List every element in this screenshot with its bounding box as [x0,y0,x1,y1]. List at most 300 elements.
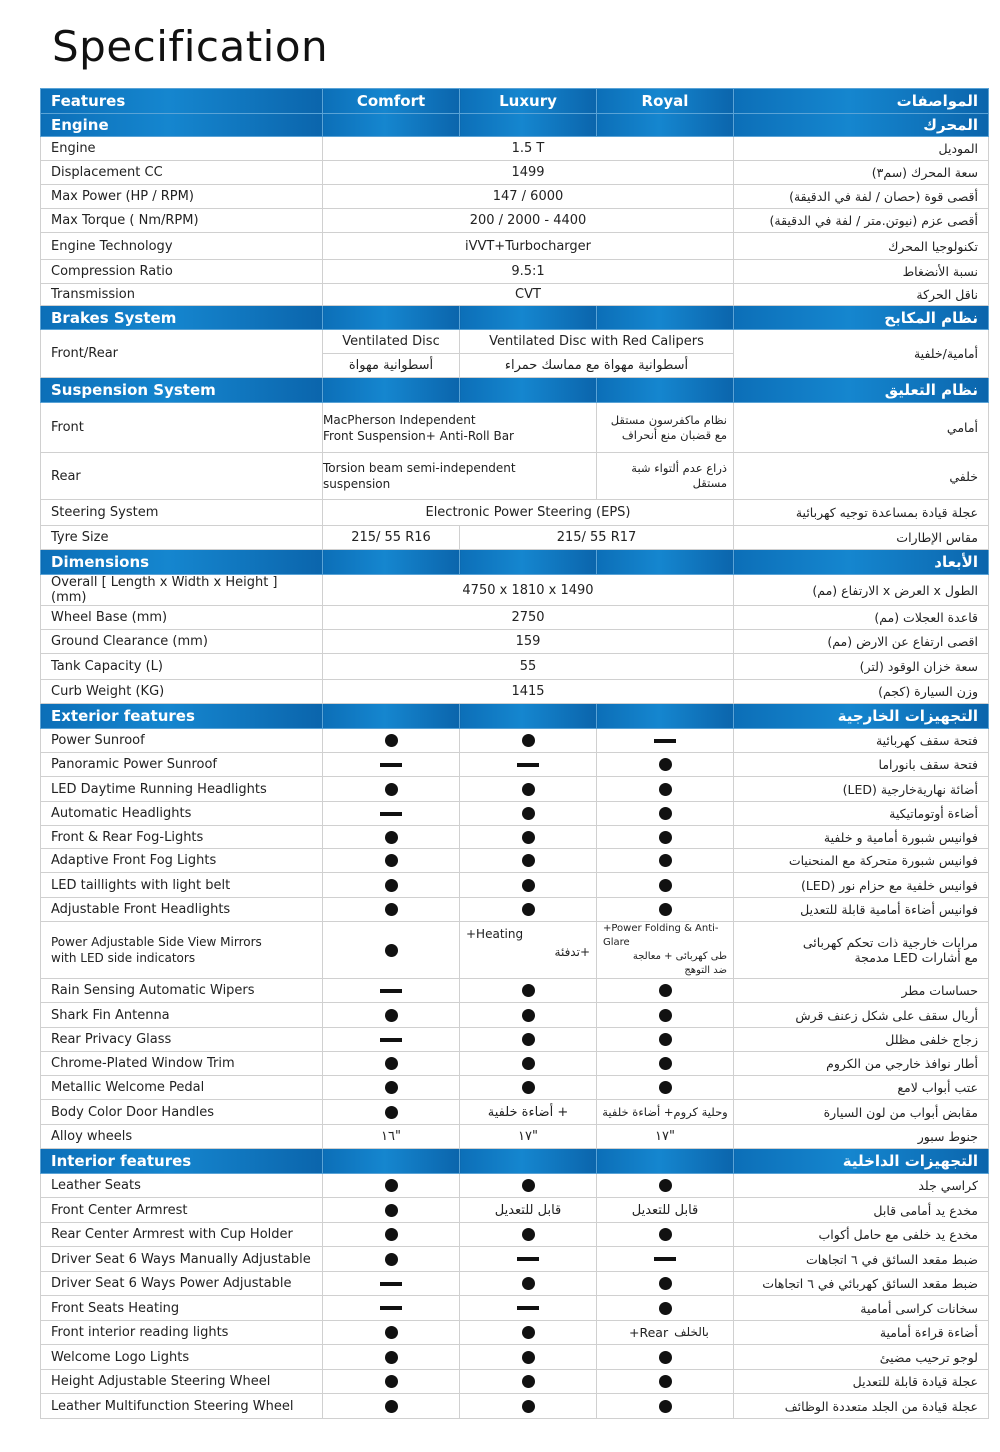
feature-mark [323,898,460,922]
tyre-label: Tyre Size [41,526,323,550]
engine-value: 200 / 2000 - 4400 [323,209,734,233]
feature-label-ar: أضاءة أوتوماتيكية [734,802,989,826]
feature-label: Shark Fin Antenna [41,1003,323,1028]
filled-dot-icon [659,1277,672,1290]
reading-label-ar: أضاءة قراءة أمامية [734,1321,989,1345]
filled-dot-icon [385,1179,398,1192]
feature-row [41,849,989,873]
section-spacer [597,378,734,403]
dimension-value: 159 [323,630,734,654]
section-title-interior: Interior features [41,1149,323,1174]
feature-label-ar: كراسي جلد [734,1174,989,1198]
dimension-label: Curb Weight (KG) [41,680,323,704]
feature-mark [323,1003,460,1028]
section-title-ar-exterior: التجهيزات الخارجية [734,704,989,729]
suspension-value-line: Front Suspension+ Anti-Roll Bar [323,428,514,443]
filled-dot-icon [522,1277,535,1290]
dimension-row [41,680,989,704]
feature-mark [323,729,460,753]
filled-dot-icon [659,1228,672,1241]
feature-mark [323,1321,460,1345]
feature-label-ar: فتحة سقف كهربائية [734,729,989,753]
feature-label: Metallic Welcome Pedal [41,1076,323,1100]
filled-dot-icon [522,854,535,867]
brakes-label-ar: أمامية/خلفية [734,330,989,378]
feature-mark [323,1198,460,1223]
feature-mark [460,1321,597,1345]
brakes-luxury-royal-value-ar: أسطوانية مهواة مع مماسك حمراء [460,354,734,378]
feature-mark [323,922,460,979]
filled-dot-icon [522,1351,535,1364]
filled-dot-icon [522,1326,535,1339]
feature-row [41,1028,989,1052]
feature-mark [323,826,460,849]
suspension-label-ar: خلفي [734,453,989,500]
feature-label: Front Seats Heating [41,1296,323,1321]
filled-dot-icon [385,783,398,796]
engine-label-ar: تكنولوجيا المحرك [734,233,989,260]
dimension-row [41,654,989,680]
dimension-label: Overall [ Length x Width x Height ] (mm) [41,575,323,606]
filled-dot-icon [659,1400,672,1413]
feature-label: Power Sunroof [41,729,323,753]
feature-mark [597,979,734,1003]
filled-dot-icon [659,1033,672,1046]
feature-row [41,1394,989,1419]
engine-value: iVVT+Turbocharger [323,233,734,260]
filled-dot-icon [385,854,398,867]
feature-label-ar: زجاج خلفى مظلل [734,1028,989,1052]
feature-label-ar: حساسات مطر [734,979,989,1003]
filled-dot-icon [385,1253,398,1266]
feature-row [41,1247,989,1272]
feature-mark [597,753,734,777]
steering-value: Electronic Power Steering (EPS) [323,500,734,526]
section-title-engine: Engine [41,114,323,137]
feature-mark [460,1345,597,1370]
feature-mark [323,1076,460,1100]
feature-row [41,1296,989,1321]
mirrors-luxury-value [460,922,597,979]
section-spacer [323,1149,460,1174]
dimension-value: 2750 [323,606,734,630]
filled-dot-icon [659,1009,672,1022]
feature-row [41,802,989,826]
section-title-dimensions: Dimensions [41,550,323,575]
alloy-label-ar: جنوط سبور [734,1125,989,1149]
feature-mark [597,826,734,849]
suspension-value-ar [597,403,734,453]
feature-mark [323,979,460,1003]
engine-label-ar: الموديل [734,137,989,161]
header-features: Features [41,89,323,114]
filled-dot-icon [522,831,535,844]
section-dimensions [41,550,989,575]
feature-mark [597,1370,734,1394]
dash-icon [517,763,539,767]
filled-dot-icon [385,734,398,747]
door-handles-label: Body Color Door Handles [41,1100,323,1125]
filled-dot-icon [522,783,535,796]
header-luxury: Luxury [460,89,597,114]
dash-icon [380,1038,402,1042]
feature-mark [597,802,734,826]
dimension-value: 1415 [323,680,734,704]
door-handles-row [41,1100,989,1125]
feature-mark [597,1174,734,1198]
engine-label: Compression Ratio [41,260,323,284]
armrest-row [41,1198,989,1223]
dimension-label: Tank Capacity (L) [41,654,323,680]
feature-mark [597,1272,734,1296]
suspension-value-ar-line: ذراع عدم ألتواء شبة [631,461,727,475]
feature-mark [323,1100,460,1125]
dash-icon [380,989,402,993]
section-title-brakes: Brakes System [41,306,323,330]
feature-row [41,873,989,898]
filled-dot-icon [522,1228,535,1241]
filled-dot-icon [385,1351,398,1364]
engine-label: Displacement CC [41,161,323,185]
suspension-value-line: Torsion beam semi-independent [323,461,516,475]
suspension-label-ar: أمامي [734,403,989,453]
section-title-ar-interior: التجهيزات الداخلية [734,1149,989,1174]
feature-mark [460,1247,597,1272]
feature-label: Front & Rear Fog-Lights [41,826,323,849]
dash-icon [517,1257,539,1261]
brakes-comfort-value: Ventilated Disc [323,330,460,354]
filled-dot-icon [659,854,672,867]
feature-mark [323,1223,460,1247]
filled-dot-icon [659,1351,672,1364]
feature-label-ar: لوجو ترحيب مضيئ [734,1345,989,1370]
feature-row [41,1370,989,1394]
feature-mark [460,898,597,922]
door-handles-royal-value: وحلية كروم+ أضاءة خلفية [597,1100,734,1125]
section-spacer [597,306,734,330]
filled-dot-icon [659,1057,672,1070]
feature-mark [323,1345,460,1370]
filled-dot-icon [659,1081,672,1094]
engine-row [41,209,989,233]
mirrors-royal-ar-line: ضد التوهج [684,965,727,976]
filled-dot-icon [522,1009,535,1022]
filled-dot-icon [385,1081,398,1094]
reading-royal-value [597,1321,734,1345]
feature-row [41,777,989,802]
feature-row [41,753,989,777]
feature-label: Height Adjustable Steering Wheel [41,1370,323,1394]
dash-icon [654,1257,676,1261]
feature-label-ar: أريال سقف على شكل زعنف قرش [734,1003,989,1028]
feature-row [41,1345,989,1370]
mirrors-label-line: Power Adjustable Side View Mirrors [51,935,262,949]
feature-label: Rear Center Armrest with Cup Holder [41,1223,323,1247]
feature-label: Adjustable Front Headlights [41,898,323,922]
engine-label: Max Torque ( Nm/RPM) [41,209,323,233]
engine-row [41,233,989,260]
feature-row [41,1223,989,1247]
engine-row [41,185,989,209]
feature-label-ar: سخانات كراسى أمامية [734,1296,989,1321]
mirrors-label [41,922,323,979]
alloy-row [41,1125,989,1149]
feature-mark [323,1028,460,1052]
brakes-row [41,330,989,354]
engine-label: Max Power (HP / RPM) [41,185,323,209]
feature-label: Driver Seat 6 Ways Manually Adjustable [41,1247,323,1272]
section-title-ar-brakes: نظام المكابح [734,306,989,330]
armrest-luxury-value: قابل للتعديل [460,1198,597,1223]
feature-mark [597,777,734,802]
feature-row [41,729,989,753]
feature-label-ar: فوانيس شبورة متحركة مع المنحنيات [734,849,989,873]
mirrors-royal-en: +Power Folding & Anti-Glare [603,923,719,948]
engine-label-ar: أقصى عزم (نيوتن.متر / لفة في الدقيقة) [734,209,989,233]
feature-mark [460,1028,597,1052]
suspension-label: Rear [41,453,323,500]
feature-mark [597,1394,734,1419]
feature-mark [323,1272,460,1296]
filled-dot-icon [522,1375,535,1388]
section-title-ar-dimensions: الأبعاد [734,550,989,575]
engine-row [41,161,989,185]
engine-value: 1499 [323,161,734,185]
filled-dot-icon [522,1400,535,1413]
filled-dot-icon [522,807,535,820]
suspension-value-ar [597,453,734,500]
dimension-label-ar: قاعدة العجلات (مم) [734,606,989,630]
feature-label: LED taillights with light belt [41,873,323,898]
filled-dot-icon [385,879,398,892]
feature-row [41,1052,989,1076]
dimension-value: 4750 x 1810 x 1490 [323,575,734,606]
feature-label: Leather Seats [41,1174,323,1198]
feature-mark [460,1370,597,1394]
feature-label-ar: فتحة سقف بانوراما [734,753,989,777]
alloy-luxury-value: ١٧" [460,1125,597,1149]
feature-mark [323,802,460,826]
reading-royal-en: +Rear [629,1325,669,1340]
mirrors-label-line: with LED side indicators [51,951,196,965]
mirrors-luxury-en: +Heating [466,927,524,941]
feature-row [41,979,989,1003]
filled-dot-icon [522,734,535,747]
feature-mark [460,729,597,753]
armrest-label-ar: مخدع يد أمامى قابل [734,1198,989,1223]
reading-row [41,1321,989,1345]
feature-mark [323,1052,460,1076]
section-spacer [460,114,597,137]
feature-label-ar: أطار نوافذ خارجي من الكروم [734,1052,989,1076]
filled-dot-icon [659,807,672,820]
filled-dot-icon [385,1375,398,1388]
header-ar: المواصفات [734,89,989,114]
section-brakes [41,306,989,330]
feature-label: Rear Privacy Glass [41,1028,323,1052]
feature-mark [460,1174,597,1198]
filled-dot-icon [659,831,672,844]
steering-label-ar: عجلة قيادة بمساعدة توجيه كهربائية [734,500,989,526]
tyre-luxury-royal-value: 215/ 55 R17 [460,526,734,550]
dimension-value: 55 [323,654,734,680]
section-exterior [41,704,989,729]
section-spacer [323,378,460,403]
engine-label: Transmission [41,284,323,306]
steering-row [41,500,989,526]
dimension-label-ar: وزن السيارة (كجم) [734,680,989,704]
feature-label-ar: مخدع يد خلفى مع حامل أكواب [734,1223,989,1247]
section-spacer [460,1149,597,1174]
feature-mark [460,1052,597,1076]
suspension-value-line: MacPherson Independent [323,412,476,427]
filled-dot-icon [522,984,535,997]
brakes-comfort-value-ar: أسطوانية مهواة [323,354,460,378]
filled-dot-icon [385,903,398,916]
tyre-comfort-value: 215/ 55 R16 [323,526,460,550]
spec-table [40,88,989,1419]
reading-royal-ar: بالخلف [674,1325,709,1339]
feature-label-ar: عجلة قيادة قابلة للتعديل [734,1370,989,1394]
feature-row [41,1174,989,1198]
feature-mark [460,753,597,777]
section-spacer [460,550,597,575]
header-royal: Royal [597,89,734,114]
feature-label-ar: فوانيس شبورة أمامية و خلفية [734,826,989,849]
feature-mark [460,1394,597,1419]
feature-label-ar: عتب أبواب لامع [734,1076,989,1100]
mirrors-royal-value [597,922,734,979]
section-spacer [597,704,734,729]
feature-label-ar: عجلة قيادة من الجلد متعددة الوظائف [734,1394,989,1419]
filled-dot-icon [659,879,672,892]
feature-mark [597,1223,734,1247]
feature-label-ar: فوانيس خلفية مع حزام نور (LED) [734,873,989,898]
door-handles-luxury-value: + أضاءة خلفية [460,1100,597,1125]
mirrors-label-ar-line: مع أشارات LED مدمجة [854,950,978,965]
dash-icon [380,812,402,816]
engine-label-ar: سعة المحرك (سم٣) [734,161,989,185]
suspension-row-front [41,403,989,453]
section-title-ar-engine: المحرك [734,114,989,137]
mirrors-label-ar-line: مرايات خارجية ذات تحكم كهربائى [802,935,978,950]
feature-label: Driver Seat 6 Ways Power Adjustable [41,1272,323,1296]
feature-mark [460,1223,597,1247]
section-suspension [41,378,989,403]
suspension-value-ar-line: مع قضبان منع أنحراف [621,427,727,442]
steering-label: Steering System [41,500,323,526]
suspension-value [323,403,597,453]
section-spacer [460,378,597,403]
section-spacer [597,550,734,575]
feature-mark [597,729,734,753]
feature-mark [460,1296,597,1321]
dash-icon [517,1306,539,1310]
filled-dot-icon [522,1179,535,1192]
feature-label: Chrome-Plated Window Trim [41,1052,323,1076]
feature-mark [597,1003,734,1028]
feature-mark [460,777,597,802]
engine-value: 9.5:1 [323,260,734,284]
feature-mark [323,873,460,898]
feature-row [41,826,989,849]
filled-dot-icon [385,1228,398,1241]
armrest-label: Front Center Armrest [41,1198,323,1223]
feature-label: Automatic Headlights [41,802,323,826]
feature-label-ar: فوانيس أضاءة أمامية قابلة للتعديل [734,898,989,922]
feature-mark [323,849,460,873]
feature-mark [460,802,597,826]
feature-mark [460,1272,597,1296]
dash-icon [380,1306,402,1310]
feature-mark [323,777,460,802]
page-title: Specification [52,22,329,71]
feature-row [41,898,989,922]
armrest-royal-value: قابل للتعديل [597,1198,734,1223]
suspension-label: Front [41,403,323,453]
feature-mark [323,1174,460,1198]
feature-mark [460,979,597,1003]
section-title-suspension: Suspension System [41,378,323,403]
dimension-row [41,575,989,606]
filled-dot-icon [522,1057,535,1070]
section-interior [41,1149,989,1174]
section-spacer [323,704,460,729]
feature-mark [460,1076,597,1100]
feature-label: LED Daytime Running Headlights [41,777,323,802]
feature-mark [323,1394,460,1419]
feature-mark [460,1003,597,1028]
suspension-row-rear [41,453,989,500]
alloy-royal-value: ١٧" [597,1125,734,1149]
filled-dot-icon [659,758,672,771]
feature-row [41,1076,989,1100]
alloy-comfort-value: ١٦" [323,1125,460,1149]
feature-label-ar: ضبط مقعد السائق في ٦ اتجاهات [734,1247,989,1272]
tyre-label-ar: مقاس الإطارات [734,526,989,550]
filled-dot-icon [385,1204,398,1217]
feature-label: Adaptive Front Fog Lights [41,849,323,873]
filled-dot-icon [385,831,398,844]
engine-value: 1.5 T [323,137,734,161]
filled-dot-icon [385,1106,398,1119]
feature-mark [597,1247,734,1272]
dash-icon [654,739,676,743]
filled-dot-icon [385,944,398,957]
dimension-row [41,606,989,630]
suspension-value-ar-line: نظام ماكفرسون مستقل [610,412,727,427]
engine-value: 147 / 6000 [323,185,734,209]
engine-label: Engine Technology [41,233,323,260]
engine-row [41,260,989,284]
dash-icon [380,1282,402,1286]
engine-row [41,284,989,306]
mirrors-label-ar [734,922,989,979]
section-spacer [323,114,460,137]
engine-label-ar: نسبة الأنضغاط [734,260,989,284]
door-handles-label-ar: مقابض أبواب من لون السيارة [734,1100,989,1125]
dimension-label: Wheel Base (mm) [41,606,323,630]
feature-mark [323,753,460,777]
feature-mark [597,898,734,922]
dimension-label-ar: اقصى ارتفاع عن الارض (مم) [734,630,989,654]
section-spacer [323,550,460,575]
section-spacer [460,306,597,330]
feature-mark [597,1028,734,1052]
dimension-row [41,630,989,654]
filled-dot-icon [659,1179,672,1192]
section-spacer [597,1149,734,1174]
